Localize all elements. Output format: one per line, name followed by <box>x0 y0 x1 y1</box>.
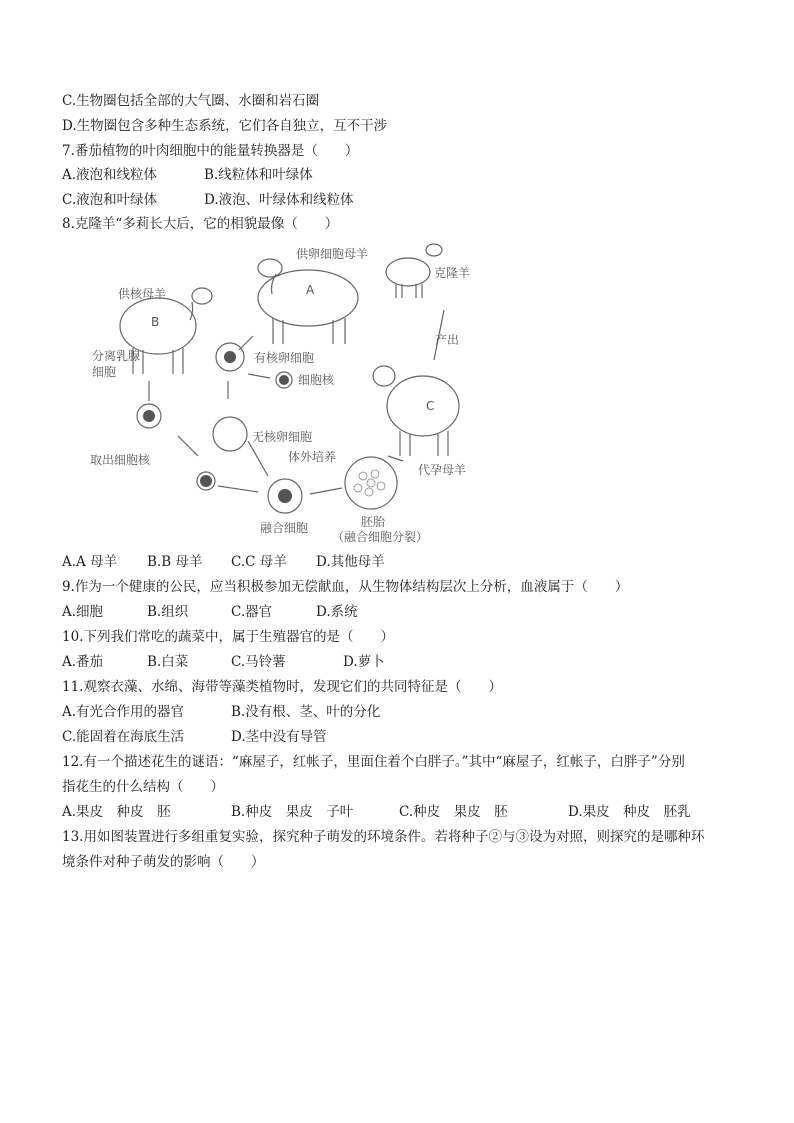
option-line-d: D.生物圈包含多种生态系统，它们各自独立，互不干涉 <box>62 118 388 134</box>
q7-option-c: C.液泡和叶绿体 <box>62 192 158 208</box>
q7-option-a: A.液泡和线粒体 <box>62 167 158 183</box>
label-produce: 产出 <box>435 333 460 347</box>
label-egg-with-nucleus: 有核卵细胞 <box>254 351 315 365</box>
label-surrogate-sheep: 代孕母羊 <box>418 463 467 477</box>
q12-option-c: C.种皮 果皮 胚 <box>399 804 508 820</box>
q11-option-a: A.有光合作用的器官 <box>62 704 185 720</box>
q10-option-c: C.马铃薯 <box>231 654 286 670</box>
question-8: 8.克隆羊“多莉长大后，它的相貌最像（ ） <box>62 216 339 232</box>
label-a: A <box>306 283 315 297</box>
q8-option-b: B.B 母羊 <box>147 554 203 570</box>
q9-option-c: C.器官 <box>231 604 273 620</box>
q8-option-a: A.A 母羊 <box>62 554 118 570</box>
sheep-a-illustration <box>258 259 358 344</box>
label-c: C <box>426 399 435 413</box>
q7-option-d: D.液泡、叶绿体和线粒体 <box>204 192 354 208</box>
question-7: 7.番茄植物的叶肉细胞中的能量转换器是（ ） <box>62 143 359 159</box>
q10-option-a: A.番茄 <box>62 654 104 670</box>
sheep-c-illustration <box>373 366 459 456</box>
question-13-line-2: 境条件对种子萌发的影响（ ） <box>62 854 265 870</box>
label-donor-nucleus-sheep: 供核母羊 <box>118 287 167 301</box>
label-clone-sheep: 克隆羊 <box>434 266 471 280</box>
q11-option-b: B.没有根、茎、叶的分化 <box>231 704 381 720</box>
label-separate-mammary-1: 分离乳腺 <box>92 349 141 363</box>
label-donor-egg-sheep: 供卵细胞母羊 <box>296 247 369 261</box>
label-fused-cell: 融合细胞 <box>260 521 309 535</box>
q11-option-d: D.茎中没有导管 <box>231 729 327 745</box>
label-enucleated-egg: 无核卵细胞 <box>252 430 313 444</box>
label-nucleus: 细胞核 <box>298 373 335 387</box>
q9-option-a: A.细胞 <box>62 604 104 620</box>
label-b: B <box>151 315 160 329</box>
label-embryo-note: （融合细胞分裂） <box>332 530 429 544</box>
cloning-diagram <box>78 236 498 548</box>
q7-option-b: B.线粒体和叶绿体 <box>204 167 313 183</box>
q8-option-c: C.C 母羊 <box>231 554 287 570</box>
label-in-vitro-culture: 体外培养 <box>288 450 337 464</box>
q9-option-b: B.组织 <box>147 604 189 620</box>
enucleated-egg-cell <box>213 417 247 451</box>
option-line-c: C.生物圈包括全部的大气圈、水圈和岩石圈 <box>62 93 320 109</box>
question-10: 10.下列我们常吃的蔬菜中，属于生殖器官的是（ ） <box>62 629 394 645</box>
label-embryo: 胚胎 <box>361 515 386 529</box>
question-12-line-2: 指花生的什么结构（ ） <box>62 779 224 795</box>
q12-option-b: B.种皮 果皮 子叶 <box>231 804 354 820</box>
q12-option-a: A.果皮 种皮 胚 <box>62 804 171 820</box>
question-12-line-1: 12.有一个描述花生的谜语：“麻屋子，红帐子，里面住着个白胖子。”其中“麻屋子，红帐子，白胖子”分别 <box>62 754 685 770</box>
q9-option-d: D.系统 <box>316 604 358 620</box>
q11-option-c: C.能固着在海底生活 <box>62 729 185 745</box>
label-remove-nucleus: 取出细胞核 <box>90 453 151 467</box>
q10-option-b: B.白菜 <box>147 654 189 670</box>
q10-option-d: D.萝卜 <box>343 654 385 670</box>
embryo-circle <box>345 457 397 509</box>
question-13-line-1: 13.用如图装置进行多组重复实验，探究种子萌发的环境条件。若将种子②与③设为对照，则探究的是哪种环 <box>62 829 705 845</box>
label-separate-mammary-2: 细胞 <box>92 365 117 379</box>
question-11: 11.观察衣藻、水绵、海带等藻类植物时，发现它们的共同特征是（ ） <box>62 679 502 695</box>
q8-option-d: D.其他母羊 <box>316 554 385 570</box>
q12-option-d: D.果皮 种皮 胚乳 <box>568 804 691 820</box>
question-9: 9.作为一个健康的公民，应当积极参加无偿献血，从生物体结构层次上分析，血液属于（ ） <box>62 579 629 595</box>
